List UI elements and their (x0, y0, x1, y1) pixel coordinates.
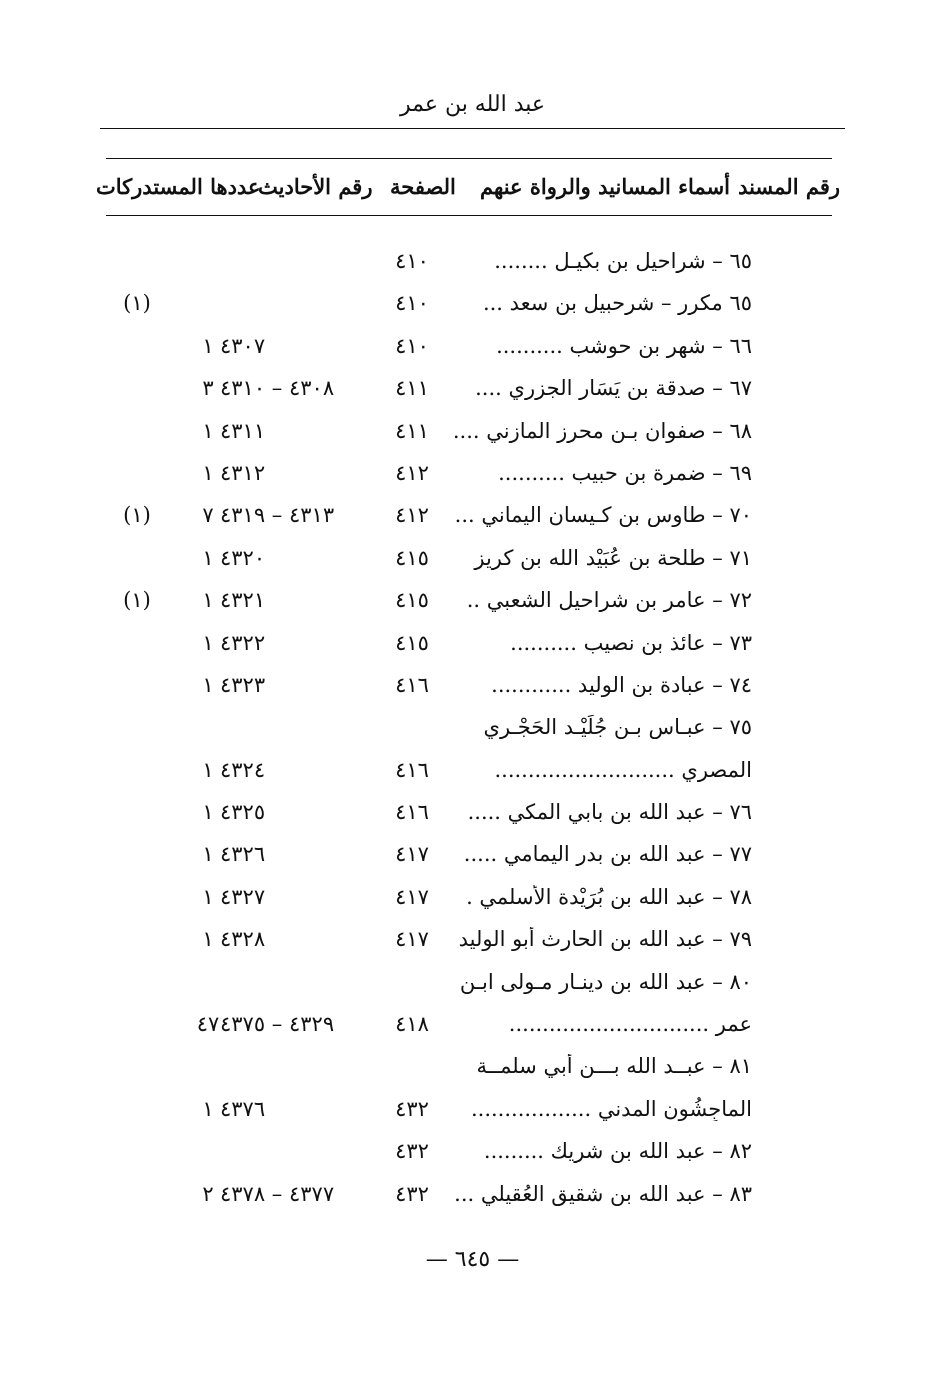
entry-hadith-numbers: ٤٣٠٧ (220, 333, 266, 358)
entry-mustadrakat: (١) (123, 291, 151, 316)
entry-page: ٤١٥ (395, 545, 429, 570)
entry-hadith-numbers: ٤٣١٢ (220, 460, 266, 485)
entry-hadith-numbers: ٤٣٢٦ (220, 842, 266, 867)
table-top-rule (106, 158, 832, 159)
entry-hadith-numbers: ٤٣٢٤ (220, 757, 266, 782)
entry-page: ٤١١ (395, 376, 429, 401)
entry-name: ٧٢ – عامر بن شراحيل الشعبي .. (466, 588, 752, 613)
entry-hadith-numbers: ٤٣٢٩ – ٤٣٧٥ (220, 1012, 335, 1037)
entry-page: ٤١٦ (395, 757, 429, 782)
entry-name: ٨٣ – عبد الله بن شقيق العُقيلي ... (454, 1181, 752, 1206)
table-row (0, 245, 945, 287)
entry-name: ٦٨ – صفوان بـن محرز المازني .... (452, 418, 752, 443)
entry-name: ٦٦ – شهر بن حوشب .......... (496, 333, 752, 358)
column-header-rule (106, 215, 832, 216)
table-row (0, 1093, 945, 1135)
entry-hadith-numbers: ٤٣١٣ – ٤٣١٩ (220, 503, 335, 528)
entry-count: ٤٧ (196, 1012, 220, 1037)
entry-count: ١ (202, 884, 214, 909)
entry-page: ٤١٧ (395, 884, 429, 909)
entry-name: ٧٥ – عبـاس بـن جُلَيْـد الحَجْـري (483, 715, 752, 740)
entry-name: ٧٩ – عبد الله بن الحارث أبو الوليد (458, 927, 752, 952)
entry-name: الماجِشُون المدني .................. (470, 1096, 752, 1121)
table-row (0, 923, 945, 965)
entry-count: ١ (202, 927, 214, 952)
entry-name: ٦٥ مكرر – شرحبيل بن سعد ... (482, 291, 752, 316)
index-entries (0, 245, 945, 1220)
entry-name: ٧٣ – عائذ بن نصيب .......... (510, 630, 752, 655)
entry-name: ٦٧ – صدقة بن يَسَار الجزري .... (475, 376, 752, 401)
entry-count: ١ (202, 418, 214, 443)
entry-page: ٤١٢ (395, 503, 429, 528)
column-header-number: رقم المسند (738, 174, 840, 199)
table-row (0, 499, 945, 541)
entry-name: ٧٠ – طاوس بن كـيسان اليماني ... (454, 503, 752, 528)
table-row (0, 966, 945, 1008)
entry-mustadrakat: (١) (123, 503, 151, 528)
table-row (0, 627, 945, 669)
entry-hadith-numbers: ٤٣١١ (220, 418, 266, 443)
entry-count: ١ (202, 630, 214, 655)
entry-name: ٦٥ – شراحيل بن بكيـل ........ (494, 249, 752, 273)
entry-page: ٤١٥ (395, 588, 429, 613)
entry-name: ٧١ – طلحة بن عُبَيْد الله بن كريز (474, 545, 752, 570)
entry-name: ٧٦ – عبد الله بن بابي المكي ..... (467, 800, 752, 825)
entry-hadith-numbers: ٤٣٢٧ (220, 884, 266, 909)
entry-page: ٤١٥ (395, 630, 429, 655)
table-row (0, 1008, 945, 1050)
entry-count: ٢ (202, 1181, 214, 1206)
page-title: عبد الله بن عمر (399, 92, 546, 117)
column-header-names: أسماء المسانيد والرواة عنهم (480, 174, 730, 199)
entry-hadith-numbers: ٤٣٠٨ – ٤٣١٠ (220, 376, 335, 401)
entry-hadith-numbers: ٤٣٢٠ (220, 545, 266, 570)
entry-page: ٤١٠ (395, 249, 429, 273)
entry-page: ٤١٦ (395, 800, 429, 825)
entry-name: عمر .............................. (508, 1012, 752, 1037)
entry-name: المصري ........................... (494, 757, 752, 782)
table-row (0, 584, 945, 626)
entry-page: ٤١٠ (395, 333, 429, 358)
column-header-count-mustadrakat (96, 174, 260, 199)
table-row (0, 287, 945, 329)
header-rule (100, 128, 845, 129)
entry-mustadrakat: (١) (123, 588, 151, 613)
table-row (0, 1135, 945, 1177)
entry-page: ٤١٧ (395, 927, 429, 952)
entry-count: ١ (202, 842, 214, 867)
table-row (0, 1178, 945, 1220)
table-row (0, 838, 945, 880)
entry-hadith-numbers: ٤٣٧٦ (220, 1096, 266, 1121)
entry-hadith-numbers: ٤٣٢٥ (220, 800, 266, 825)
table-row (0, 669, 945, 711)
table-row (0, 457, 945, 499)
column-header-mustadrakat: المستدركات (96, 174, 203, 199)
entry-name: ٨٢ – عبد الله بن شريك ......... (483, 1139, 752, 1164)
entry-hadith-numbers: ٤٣٢٢ (220, 630, 266, 655)
entry-page: ٤١٦ (395, 672, 429, 697)
entry-name: ٧٨ – عبد الله بن بُرَيْدة الأسلمي . (466, 884, 752, 909)
entry-count: ١ (202, 757, 214, 782)
entry-count: ٣ (202, 376, 214, 401)
entry-page: ٤١٠ (395, 291, 429, 316)
entry-count: ١ (202, 672, 214, 697)
entry-page: ٤١٧ (395, 842, 429, 867)
entry-page: ٤٣٢ (395, 1096, 429, 1121)
entry-count: ٧ (202, 503, 214, 528)
entry-page: ٤٣٢ (395, 1181, 429, 1206)
entry-count: ١ (202, 333, 214, 358)
table-row (0, 1050, 945, 1092)
entry-name: ٧٧ – عبد الله بن بدر اليمامي ..... (463, 842, 752, 867)
entry-name: ٧٤ – عبادة بن الوليد ............ (491, 672, 752, 697)
entry-count: ١ (202, 545, 214, 570)
entry-page: ٤١٢ (395, 460, 429, 485)
table-row (0, 542, 945, 584)
column-header-page: الصفحة (390, 174, 456, 199)
page-number: — ٦٤٥ — (425, 1247, 520, 1272)
table-row (0, 711, 945, 753)
entry-hadith-numbers: ٤٣٢١ (220, 588, 266, 613)
entry-name: ٦٩ – ضمرة بن حبيب .......... (498, 460, 752, 485)
entry-hadith-numbers: ٤٣٧٧ – ٤٣٧٨ (220, 1181, 335, 1206)
entry-page: ٤٣٢ (395, 1139, 429, 1164)
entry-hadith-numbers: ٤٣٢٣ (220, 672, 266, 697)
entry-count: ١ (202, 1096, 214, 1121)
entry-count: ١ (202, 800, 214, 825)
table-row (0, 754, 945, 796)
entry-page: ٤١٨ (395, 1012, 429, 1037)
table-row (0, 796, 945, 838)
entry-count: ١ (202, 588, 214, 613)
entry-page: ٤١١ (395, 418, 429, 443)
column-header-hadith-numbers: رقم الأحاديث (258, 174, 373, 199)
table-row (0, 881, 945, 923)
entry-name: ٨١ – عبــد الله بـــن أبي سلمــة (476, 1054, 752, 1079)
entry-count: ١ (202, 460, 214, 485)
entry-hadith-numbers: ٤٣٢٨ (220, 927, 266, 952)
table-row (0, 330, 945, 372)
column-header-count: عددها (210, 174, 261, 199)
entry-name: ٨٠ – عبد الله بن دينـار مـولى ابـن (459, 969, 752, 994)
table-row (0, 415, 945, 457)
table-row (0, 372, 945, 414)
